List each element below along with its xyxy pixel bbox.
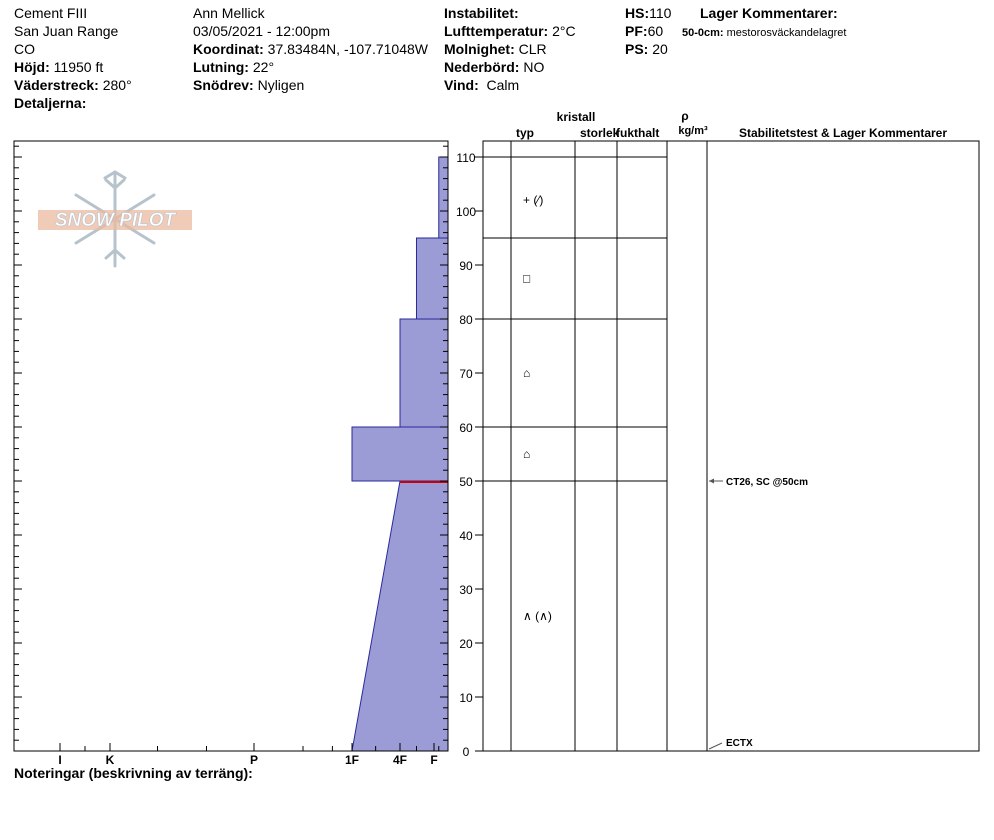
cloud-cover: Molnighet: CLR (444, 41, 547, 57)
depth-tick-label: 100 (455, 205, 477, 219)
grain-symbol: ⌂ (523, 366, 531, 380)
aspect: Väderstreck: 280° (14, 77, 132, 93)
stability-test-label: CT26, SC @50cm (726, 477, 809, 488)
details: Detaljerna: (14, 95, 87, 111)
observation-datetime: 03/05/2021 - 12:00pm (193, 23, 330, 39)
air-temperature: Lufttemperatur: 2°C (444, 23, 576, 39)
observer-name: Ann Mellick (193, 5, 265, 21)
hardness-tick-label: P (249, 753, 259, 767)
ps-value: PS: 20 (625, 41, 668, 57)
table-headers (516, 109, 947, 140)
coordinates: Koordinat: 37.83484N, -107.71048W (193, 41, 428, 57)
site-name: Cement FIII (14, 5, 88, 21)
header-moisture: fukthalt (616, 126, 660, 140)
grain-symbol: + (⁄) (523, 193, 544, 208)
grain-symbol: □ (523, 271, 531, 286)
instability: Instabilitet: (444, 5, 519, 21)
range-name: San Juan Range (14, 23, 119, 39)
hardness-tick-label: I (58, 753, 62, 767)
profile-layer-3 (416, 238, 448, 319)
layer-table (483, 141, 979, 751)
depth-tick-label: 0 (462, 745, 470, 759)
depth-tick-label: 20 (459, 637, 473, 651)
wind-loading: Snödrev: Nyligen (193, 77, 305, 93)
layer-comments-title: Lager Kommentarer: (700, 5, 838, 21)
header-rho: ρ (681, 109, 689, 123)
stability-test-label: ECTX (726, 738, 753, 749)
logo-text: SNOW PILOT (54, 210, 176, 231)
hardness-tick-label: K (105, 753, 115, 767)
test-pointer-arrow (709, 479, 714, 484)
hardness-tick-label: 4F (392, 753, 408, 767)
header-type: typ (516, 126, 534, 140)
depth-tick-label: 70 (459, 367, 473, 381)
hardness-profile (352, 157, 448, 751)
layer-table-frame (483, 141, 979, 751)
profile-layer-1 (352, 427, 448, 481)
terrain-notes-label: Noteringar (beskrivning av terräng): (14, 765, 253, 781)
hardness-tick-label: 1F (344, 753, 360, 767)
depth-tick-label: 110 (456, 151, 476, 165)
header-crystal: kristall (556, 110, 596, 124)
pf-value: PF:60 (625, 23, 664, 39)
state-name: CO (14, 41, 35, 57)
layer-comment: 50-0cm: mestorosväckandelagret (682, 27, 847, 39)
hs-value: HS:110 (625, 5, 672, 21)
stability-tests (709, 477, 808, 749)
depth-tick-label: 30 (459, 583, 473, 597)
hardness-tick-label: F (430, 753, 438, 767)
grain-type-symbols (523, 193, 552, 623)
slope: Lutning: 22° (193, 59, 275, 75)
depth-tick-label: 60 (459, 421, 473, 435)
precipitation: Nederbörd: NO (444, 59, 545, 75)
header-density-unit: kg/m³ (678, 125, 708, 137)
profile-layer-4 (439, 157, 448, 238)
depth-tick-label: 90 (459, 259, 473, 273)
header-size: storlek (580, 126, 620, 140)
elevation: Höjd: 11950 ft (14, 59, 104, 75)
header-stability: Stabilitetstest & Lager Kommentarer (738, 126, 948, 140)
wind: Vind: Calm (444, 77, 520, 93)
depth-tick-label: 80 (459, 313, 473, 327)
depth-tick-label: 40 (459, 529, 473, 543)
profile-layer-0 (352, 481, 448, 751)
grain-symbol: ∧ (∧) (523, 609, 552, 623)
grain-symbol: ⌂ (523, 447, 531, 461)
snowpilot-logo (38, 172, 192, 266)
test-pointer (709, 743, 722, 749)
depth-tick-label: 10 (459, 691, 473, 705)
depth-tick-label: 50 (459, 475, 473, 489)
